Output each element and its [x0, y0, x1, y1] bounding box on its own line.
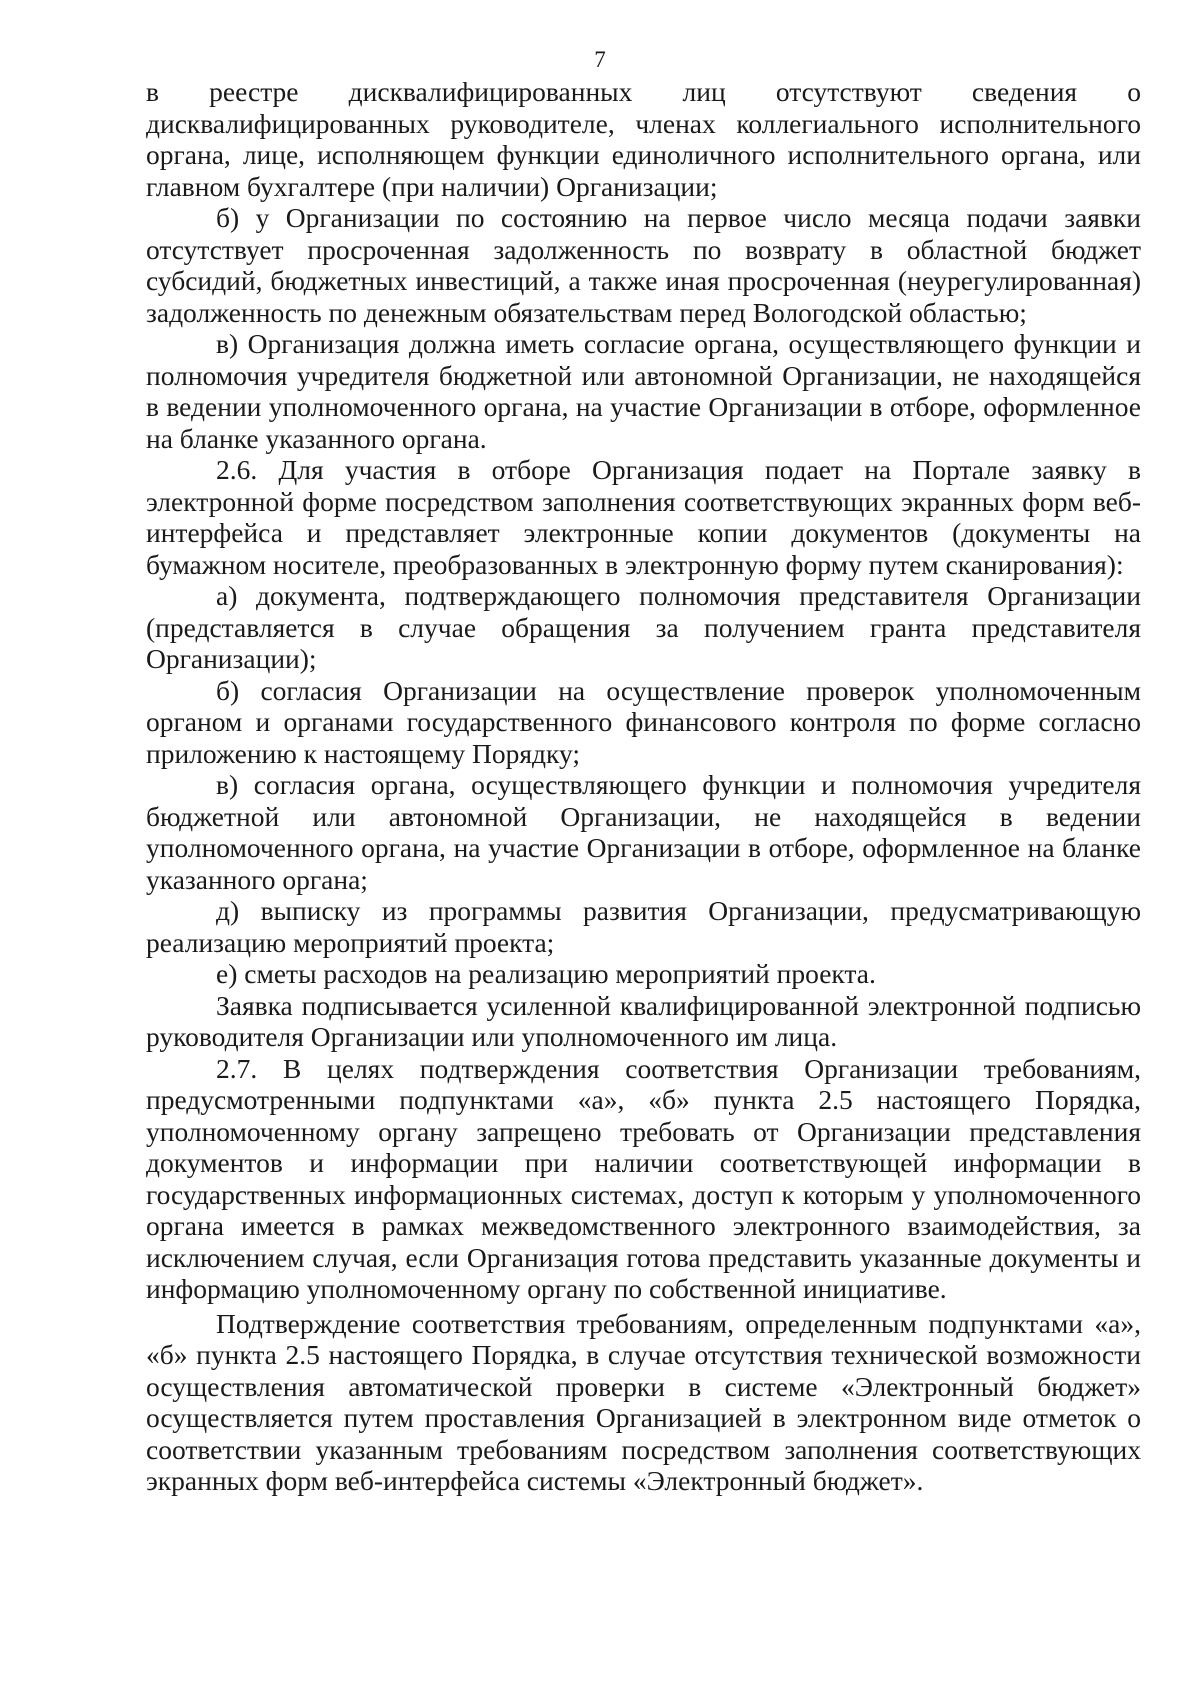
paragraph-doc-item-d: д) выписку из программы развития Организации, предусматривающую реализацию мероприятий проекта; — [146, 895, 1141, 958]
paragraph-doc-item-v: в) согласия органа, осуществляющего функции и полномочия учредителя бюджетной или автономной Организации, не находящейся в ведении уполномоченного органа, на участие Организации в отборе, оформленное на бланке указанного органа; — [146, 769, 1141, 895]
paragraph-doc-item-a: а) документа, подтверждающего полномочия представителя Организации (представляется в случае обращения за получением гранта представителя Организации); — [146, 580, 1141, 674]
paragraph-section-2-6: 2.6. Для участия в отборе Организация подает на Портале заявку в электронной форме посредством заполнения соответствующих экранных форм веб-интерфейса и представляет электронные копии документов (документы на бумажном носителе, преобразованных в электронную форму путем сканирования): — [146, 454, 1141, 580]
paragraph-doc-item-b: б) согласия Организации на осуществление проверок уполномоченным органом и органами государственного финансового контроля по форме согласно приложению к настоящему Порядку; — [146, 674, 1141, 769]
page-number: 7 — [594, 47, 606, 72]
paragraph-disqualified-persons: в реестре дисквалифицированных лиц отсутствуют сведения о дисквалифицированных руководителе, членах коллегиального исполнительного органа, лице, исполняющем функции единоличного исполнительного органа, или главном бухгалтере (при наличии) Организации; — [146, 76, 1141, 202]
paragraph-confirmation: Подтверждение соответствия требованиям, определенным подпунктами «а», «б» пункта 2.5 настоящего Порядка, в случае отсутствия технической возможности осуществления автоматической проверки в системе «Электронный бюджет» осуществляется путем проставления Организацией в электронном виде отметок о соответствии указанным требованиям посредством заполнения соответствующих экранных форм веб-интерфейса системы «Электронный бюджет». — [146, 1307, 1141, 1496]
paragraph-item-v-consent: в) Организация должна иметь согласие органа, осуществляющего функции и полномочия учредителя бюджетной или автономной Организации, не находящейся в ведении уполномоченного органа, на участие Организации в отборе, оформленное на бланке указанного органа. — [146, 328, 1141, 454]
paragraph-signature: Заявка подписывается усиленной квалифицированной электронной подписью руководителя Организации или уполномоченного им лица. — [146, 989, 1141, 1052]
paragraph-section-2-7: 2.7. В целях подтверждения соответствия Организации требованиям, предусмотренными подпунктами «а», «б» пункта 2.5 настоящего Порядка, уполномоченному органу запрещено требовать от Организации представления документов и информации при наличии соответствующей информации в государственных информационных системах, доступ к которым у уполномоченного органа имеется в рамках межведомственного электронного взаимодействия, за исключением случая, если Организация готова представить указанные документы и информацию уполномоченному органу по собственной инициативе. — [146, 1052, 1141, 1304]
document-body — [146, 76, 1141, 1497]
paragraph-doc-item-e: е) сметы расходов на реализацию мероприятий проекта. — [216, 958, 876, 989]
paragraph-item-b-debt: б) у Организации по состоянию на первое число месяца подачи заявки отсутствует просроченная задолженность по возврату в областной бюджет субсидий, бюджетных инвестиций, а также иная просроченная (неурегулированная) задолженность по денежным обязательствам перед Вологодской областью; — [146, 202, 1141, 328]
